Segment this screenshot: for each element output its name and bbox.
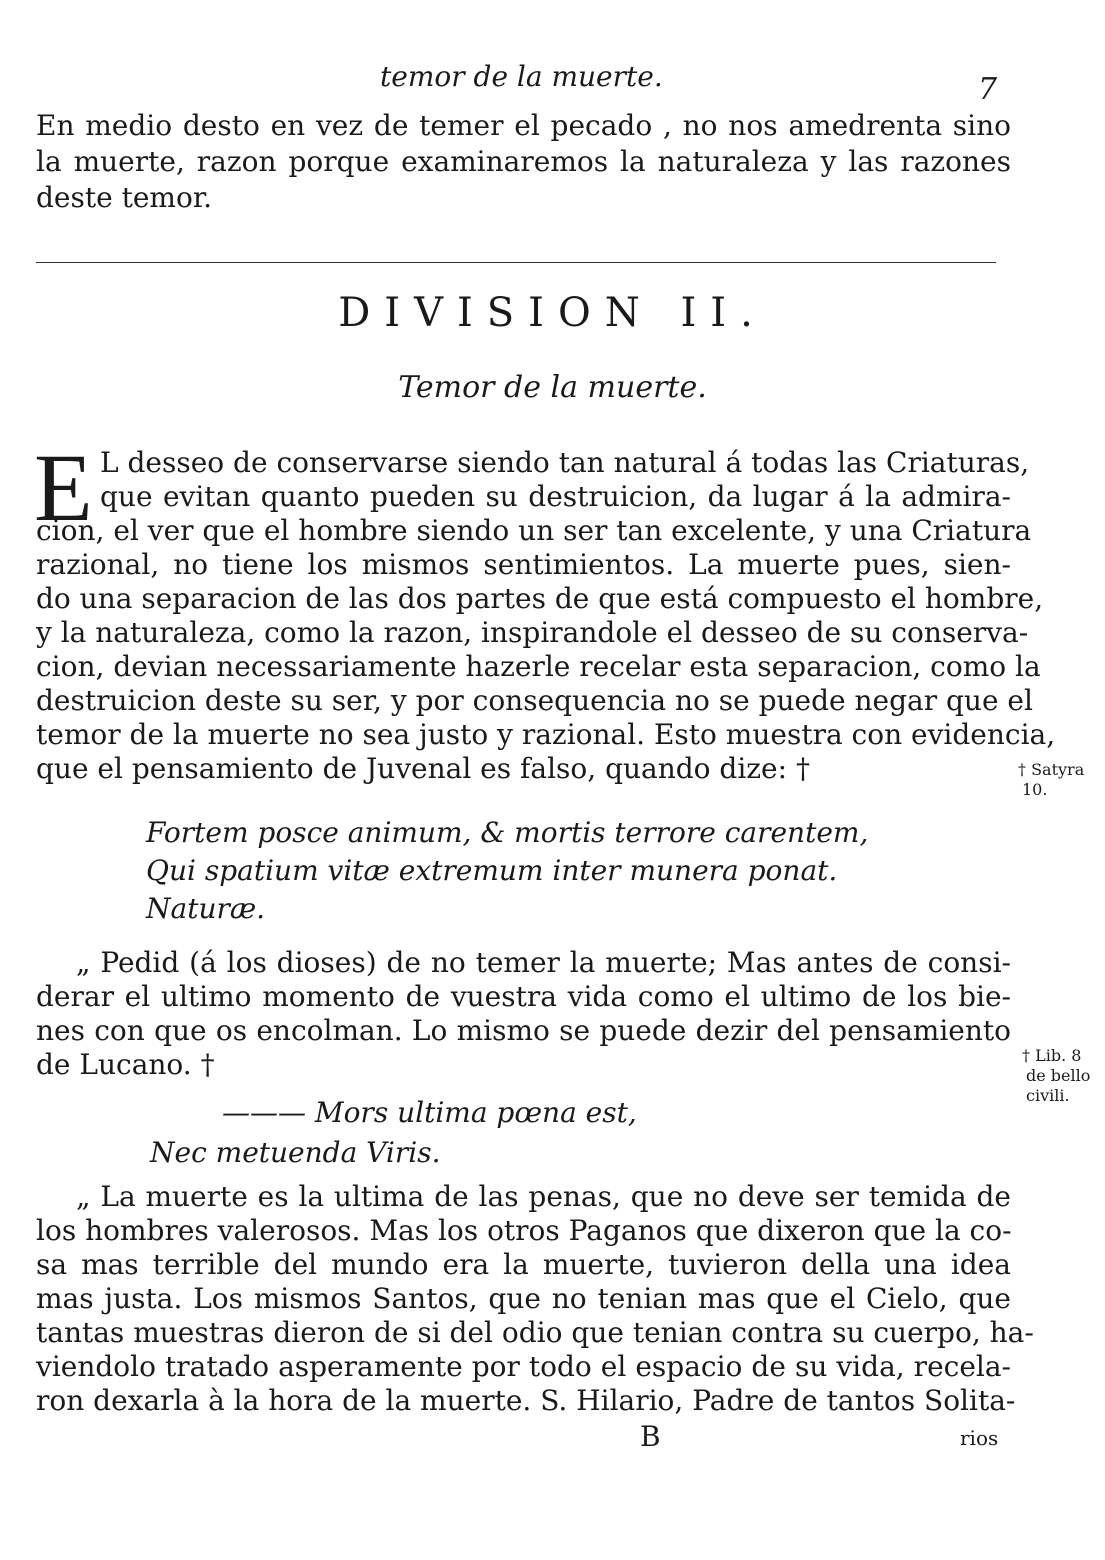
paragraph1-line: destruicion deste su ser, y por consequencia no se puede negar que el	[36, 684, 1033, 717]
paragraph1-line: L desseo de conservarse siendo tan natural á todas las Criaturas,	[100, 446, 1030, 479]
paragraph2-line: de Lucano. †	[36, 1048, 215, 1081]
paragraph1-line: razional, no tiene los mismos sentimientos. La muerte pues, sien-	[36, 548, 1011, 581]
latin-verse-line: Naturæ.	[146, 892, 266, 925]
running-head: temor de la muerte.	[380, 60, 663, 93]
marginal-note-satyra: † Satyra	[1018, 760, 1085, 779]
marginal-note-satyra: 10.	[1022, 780, 1048, 799]
paragraph3-line: los hombres valerosos. Mas los otros Paganos que dixeron que la co-	[36, 1214, 1012, 1247]
paragraph1-line: cion, el ver que el hombre siendo un ser tan excelente, y una Criatura	[36, 514, 1032, 547]
division-heading: DIVISION II.	[338, 290, 767, 336]
latin-verse-line: Qui spatium vitæ extremum inter munera ponat.	[146, 854, 838, 887]
paragraph3-line: tantas muestras dieron de si del odio que tenian contra su cuerpo, ha-	[36, 1316, 1034, 1349]
marginal-note-lucano: de bello	[1026, 1066, 1091, 1085]
paragraph2-line: derar el ultimo momento de vuestra vida como el ultimo de los bie-	[36, 980, 1011, 1013]
paragraph3-line: ron dexarla à la hora de la muerte. S. Hilario, Padre de tantos Solita-	[36, 1384, 1016, 1417]
signature-mark: B	[640, 1420, 661, 1453]
paragraph1-line: cion, devian necessariamente hazerle recelar esta separacion, como la	[36, 650, 1041, 683]
paragraph1-line: y la naturaleza, como la razon, inspirandole el desseo de su conserva-	[36, 616, 1029, 649]
paragraph1-line: do una separacion de las dos partes de que está compuesto el hombre,	[36, 582, 1044, 615]
drop-cap: E	[34, 434, 93, 541]
paragraph1-line: que evitan quanto pueden su destruicion, da lugar á la admira-	[100, 480, 1011, 513]
intro-paragraph: En medio desto en vez de temer el pecado , no nos amedrenta sino la muerte, razon porque examinaremos la naturaleza y las razones deste temor.	[36, 109, 1011, 214]
marginal-note-lucano: † Lib. 8	[1022, 1046, 1082, 1065]
latin-verse-line: Fortem posce animum, & mortis terrore carentem,	[146, 816, 869, 849]
paragraph2-line: „ Pedid (á los dioses) de no temer la muerte; Mas antes de consi-	[76, 946, 1011, 979]
paragraph3-line: „ La muerte es la ultima de las penas, que no deve ser temida de	[76, 1180, 1011, 1213]
section-title: Temor de la muerte.	[398, 370, 707, 405]
paragraph1-line: que el pensamiento de Juvenal es falso, quando dize: †	[36, 752, 810, 785]
latin-verse-line: Nec metuenda Viris.	[150, 1136, 441, 1169]
paragraph1-line: temor de la muerte no sea justo y razional. Esto muestra con evidencia,	[36, 718, 1056, 751]
marginal-note-lucano: civili.	[1026, 1086, 1070, 1105]
catchword: rios	[960, 1426, 999, 1450]
paragraph3-line: viendolo tratado asperamente por todo el espacio de su vida, recela-	[36, 1350, 1011, 1383]
paragraph2-line: nes con que os encolman. Lo mismo se puede dezir del pensamiento	[36, 1014, 1011, 1047]
page-number: 7	[978, 72, 998, 107]
paragraph3-line: mas justa. Los mismos Santos, que no tenian mas que el Cielo, que	[36, 1282, 1011, 1315]
latin-verse-line: ——— Mors ultima pœna est,	[222, 1096, 637, 1129]
paragraph3-line: sa mas terrible del mundo era la muerte, tuvieron della una idea	[36, 1248, 1011, 1281]
section-divider	[36, 262, 996, 263]
